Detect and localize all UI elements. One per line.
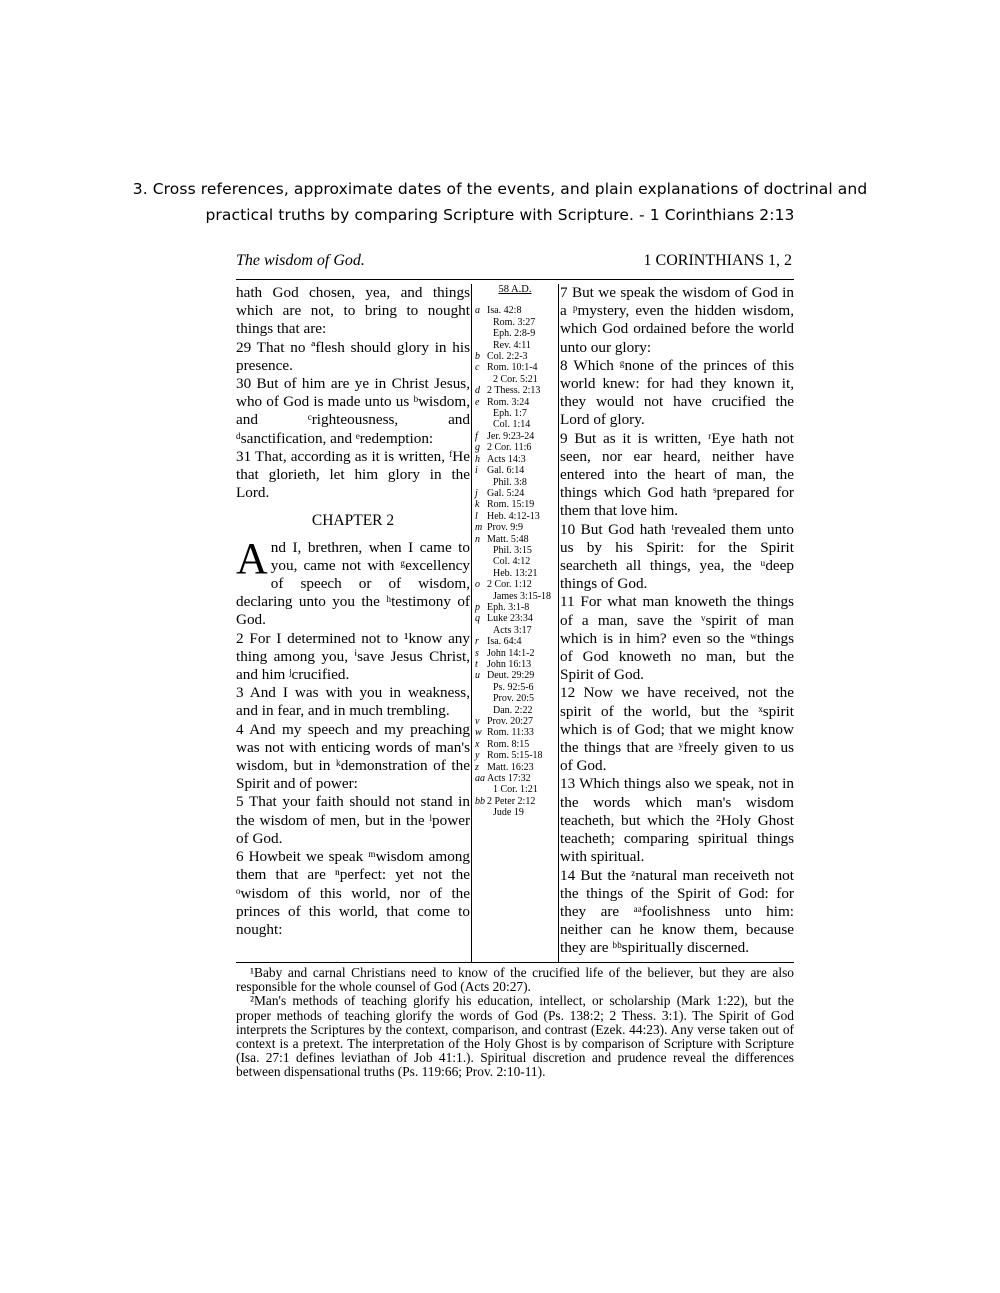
left-column: [236, 284, 470, 939]
cross-reference-citation: James 3:15-18: [493, 590, 552, 602]
cross-reference-j: [473, 488, 557, 499]
cross-reference-p: [473, 602, 557, 613]
cross-reference-letter: e: [475, 396, 480, 408]
cross-reference-letter: c: [475, 362, 480, 374]
cross-reference-c: [473, 362, 557, 385]
cross-reference-citation: Gal. 6:14: [487, 465, 525, 477]
cross-reference-citation: Gal. 5:24: [487, 487, 525, 499]
verse-8: 8 Which ᵍnone of the princes of this world knew: for had they known it, they would not have crucified the Lord of glory.: [560, 356, 794, 429]
cross-reference-b: [473, 351, 557, 362]
cross-reference-letter: k: [475, 499, 480, 511]
cross-reference-citation: Heb. 4:12-13: [487, 510, 540, 522]
cross-reference-citation: Rom. 15:19: [487, 499, 535, 511]
cross-reference-letter: y: [475, 750, 480, 762]
cross-reference-citation: John 16:13: [487, 659, 532, 670]
cross-reference-d: [473, 385, 557, 396]
cross-reference-citation: 2 Thess. 2:13: [487, 385, 541, 397]
footnotes: [236, 966, 794, 1080]
cross-reference-citation: Ps. 92:5-6: [493, 681, 534, 693]
cross-reference-r: [473, 636, 557, 647]
verse-2: 2 For I determined not to ¹know any thing among you, ⁱsave Jesus Christ, and him ʲcrucified.: [236, 629, 470, 684]
cross-reference-citation: Prov. 9:9: [487, 522, 524, 534]
cross-reference-letter: l: [475, 510, 478, 522]
cross-reference-letter: s: [475, 647, 479, 659]
cross-reference-f: [473, 431, 557, 442]
cross-reference-letter: o: [475, 579, 480, 591]
column-divider: [558, 284, 559, 962]
cross-reference-citation: Prov. 20:27: [487, 716, 534, 728]
column-divider: [471, 284, 472, 962]
cross-reference-h: [473, 454, 557, 465]
verse-13: 13 Which things also we speak, not in the words which man's wisdom teacheth, but which the ²Holy Ghost teacheth; comparing spiritual things with spiritual.: [560, 775, 794, 866]
cross-reference-citation: 2 Peter 2:12: [487, 795, 536, 807]
cross-reference-citation: Jude 19: [493, 807, 524, 819]
cross-reference-citation: Col. 2:2-3: [487, 351, 528, 363]
cross-reference-citation: 2 Cor. 11:6: [487, 442, 532, 454]
cross-reference-w: [473, 727, 557, 738]
cross-reference-letter: aa: [475, 773, 485, 785]
cross-reference-u: [473, 670, 557, 716]
cross-reference-letter: x: [475, 738, 480, 750]
cross-reference-margin: [473, 284, 557, 819]
cross-reference-a: [473, 305, 557, 351]
footnote-2: ²Man's methods of teaching glorify his education, intellect, or scholarship (Mark 1:22), but the proper methods of teaching glorify the words of God (Ps. 138:2; 2 Thess. 3:1). The Spirit of God interprets the Scriptures by the context, comparison, and contrast (Ezek. 44:23). Any verse taken out of context is a pretext. The interpretation of the Holy Ghost is by comparison of Scripture with Scripture (Isa. 27:1 defines leviathan of Job 41:1.). Spiritual discretion and prudence reveal the differences between dispensational truths (Ps. 119:66; Prov. 2:10-11).: [236, 993, 794, 1080]
cross-reference-citation: Acts 14:3: [487, 453, 526, 465]
cross-reference-citation: 2 Cor. 5:21: [493, 373, 538, 385]
cross-reference-citation: Rom. 3:27: [493, 316, 536, 328]
cross-reference-letter: q: [475, 613, 480, 625]
cross-reference-citation: Phil. 3:8: [493, 476, 527, 488]
footnote-rule: [236, 962, 794, 963]
cross-reference-m: [473, 522, 557, 533]
cross-reference-letter: z: [475, 761, 479, 773]
verse-1-text: nd I, brethren, when I came to you, came not with ᵍexcellency of speech or of wisdom, declaring unto you the ʰtestimony of God.: [236, 538, 470, 629]
cross-reference-citation: Heb. 13:21: [493, 567, 538, 579]
cross-reference-k: [473, 499, 557, 510]
drop-cap: A: [236, 533, 268, 583]
cross-reference-citation: Rom. 11:33: [487, 727, 534, 739]
bible-page: [236, 252, 796, 957]
cross-reference-citation: Eph. 1:7: [493, 408, 527, 420]
cross-reference-g: [473, 442, 557, 453]
cross-reference-citation: Jer. 9:23-24: [487, 430, 535, 442]
cross-reference-citation: Isa. 64:4: [487, 636, 522, 648]
running-head: [236, 252, 796, 274]
cross-reference-bb: [473, 796, 557, 819]
cross-reference-citation: Acts 3:17: [493, 624, 532, 636]
cross-reference-q: [473, 613, 557, 636]
cross-reference-letter: g: [475, 442, 480, 454]
verse-30: 30 But of him are ye in Christ Jesus, who of God is made unto us ᵇwisdom, and ᶜrighteousness, and ᵈsanctification, and ᵉredemption:: [236, 375, 470, 447]
cross-reference-letter: r: [475, 636, 479, 648]
cross-reference-letter: h: [475, 453, 480, 465]
cross-reference-letter: bb: [475, 795, 485, 807]
header-rule: [236, 279, 794, 280]
cross-reference-citation: Isa. 42:8: [487, 305, 522, 317]
verse-14: 14 But the ᶻnatural man receiveth not the things of the Spirit of God: for they are ᵃᵃfoolishness unto him: neither can he know them, because they are ᵇᵇspiritually discerned.: [560, 866, 794, 957]
cross-reference-letter: m: [475, 522, 483, 534]
cross-reference-citation: Eph. 3:1-8: [487, 601, 530, 613]
cross-reference-i: [473, 465, 557, 488]
date-note: 58 A.D.: [498, 284, 532, 295]
cross-reference-letter: p: [475, 601, 480, 613]
cross-reference-citation: Phil. 3:15: [493, 544, 532, 556]
cross-reference-o: [473, 579, 557, 602]
cross-reference-letter: i: [475, 465, 478, 477]
cross-reference-letter: u: [475, 670, 480, 682]
cross-reference-citation: Deut. 29:29: [487, 670, 535, 682]
verse-text: hath God chosen, yea, and things which are not, to bring to nought things that are:: [236, 284, 470, 338]
cross-reference-citation: Rom. 5:15-18: [487, 750, 543, 762]
cross-reference-citation: Prov. 20:5: [493, 693, 535, 705]
cross-reference-y: [473, 750, 557, 761]
verse-5: 5 That your faith should not stand in the wisdom of men, but in the ˡpower of God.: [236, 793, 470, 847]
verse-9: 9 But as it is written, ʳEye hath not seen, nor ear heard, neither have entered into the heart of man, the things which God hath ˢprepared for them that love him.: [560, 429, 794, 520]
cross-reference-v: [473, 716, 557, 727]
cross-reference-citation: Matt. 16:23: [487, 761, 534, 773]
cross-reference-letter: t: [475, 659, 478, 670]
cross-reference-s: [473, 648, 557, 659]
cross-reference-citation: 2 Cor. 1:12: [487, 579, 532, 591]
running-head-left: The wisdom of God.: [236, 252, 365, 269]
verse-29: 29 That no ªflesh should glory in his presence.: [236, 338, 470, 374]
right-column: [560, 284, 794, 958]
cross-reference-letter: a: [475, 305, 480, 317]
verse-7: 7 But we speak the wisdom of God in a ᵖmystery, even the hidden wisdom, which God ordained before the world unto our glory:: [560, 284, 794, 356]
verse-11: 11 For what man knoweth the things of a man, save the ᵛspirit of man which is in him? even so the ʷthings of God knoweth no man, but the Spirit of God.: [560, 593, 794, 684]
cross-reference-letter: n: [475, 533, 480, 545]
cross-reference-aa: [473, 773, 557, 796]
cross-reference-letter: w: [475, 727, 482, 739]
cross-reference-citation: Rom. 8:15: [487, 738, 530, 750]
verse-31: 31 That, according as it is written, ᶠHe that glorieth, let him glory in the Lord.: [236, 447, 470, 502]
cross-reference-l: [473, 511, 557, 522]
cross-reference-letter: d: [475, 385, 480, 397]
cross-reference-letter: f: [475, 430, 478, 442]
cross-reference-citation: Dan. 2:22: [493, 704, 533, 716]
footnote-1: ¹Baby and carnal Christians need to know of the crucified life of the believer, but they are also responsible for the whole counsel of God (Acts 20:27).: [236, 965, 794, 995]
verse-6: 6 Howbeit we speak ᵐwisdom among them that are ⁿperfect: yet not the ᵒwisdom of this world, nor of the princes of this world, that come to nought:: [236, 848, 470, 938]
text-columns: [236, 284, 796, 962]
cross-reference-citation: Rom. 10:1-4: [487, 362, 538, 374]
cross-reference-n: [473, 534, 557, 580]
chapter-heading: CHAPTER 2: [311, 512, 395, 530]
cross-reference-citation: Acts 17:32: [487, 773, 531, 785]
cross-reference-citation: John 14:1-2: [487, 647, 535, 659]
cross-reference-citation: Rom. 3:24: [487, 396, 530, 408]
cross-reference-letter: j: [475, 487, 478, 499]
cross-reference-citation: 1 Cor. 1:21: [493, 784, 538, 796]
verse-3: 3 And I was with you in weakness, and in fear, and in much trembling.: [236, 684, 470, 720]
cross-reference-citation: Col. 1:14: [493, 419, 531, 431]
cross-reference-x: [473, 739, 557, 750]
verse-10: 10 But God hath ᵗrevealed them unto us by his Spirit: for the Spirit searcheth all things, yea, the ᵘdeep things of God.: [560, 520, 794, 593]
cross-reference-t: [473, 659, 557, 670]
cross-reference-z: [473, 762, 557, 773]
cross-reference-citation: Col. 4:12: [493, 556, 531, 568]
running-head-right: 1 CORINTHIANS 1, 2: [643, 252, 792, 269]
cross-reference-citation: Luke 23:34: [487, 613, 533, 625]
verse-1: [236, 533, 470, 630]
cross-reference-letter: v: [475, 716, 480, 728]
cross-reference-citation: Eph. 2:8-9: [493, 328, 536, 340]
cross-reference-e: [473, 397, 557, 431]
cross-reference-citation: Matt. 5:48: [487, 533, 529, 545]
page-caption: 3. Cross references, approximate dates of the events, and plain explanations of doctrinal and practical truths by comparing Scripture with Scripture. - 1 Corinthians 2:13: [132, 180, 868, 224]
cross-reference-citation: Rev. 4:11: [493, 339, 531, 351]
verse-12: 12 Now we have received, not the spirit of the world, but the ˣspirit which is of God; that we might know the things that are ʸfreely given to us of God.: [560, 684, 794, 775]
cross-reference-letter: b: [475, 351, 480, 363]
verse-4: 4 And my speech and my preaching was not with enticing words of man's wisdom, but in ᵏdemonstration of the Spirit and of power:: [236, 720, 470, 793]
